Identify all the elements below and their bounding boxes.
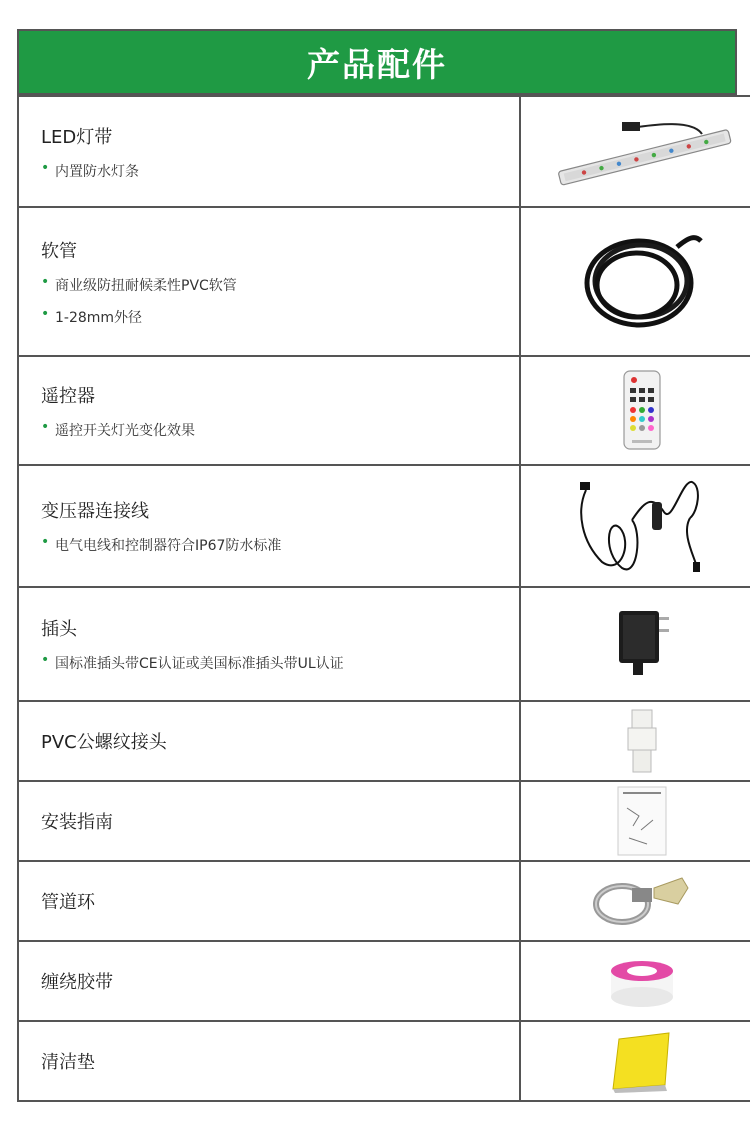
item-image-cell (520, 861, 750, 941)
header-bar (17, 29, 737, 95)
table-row (18, 861, 750, 941)
accessories-table (17, 95, 750, 1102)
item-info (18, 1021, 520, 1101)
remote-icon (622, 370, 662, 452)
item-title: 变压器连接线 (41, 501, 149, 522)
table-row (18, 96, 750, 207)
item-info (18, 941, 520, 1021)
hose-icon (577, 227, 707, 337)
page-title: 产品配件 (307, 44, 447, 84)
bullet-item: • 国标准插头带CE认证或美国标准插头带UL认证 (41, 653, 519, 673)
item-image-cell (520, 941, 750, 1021)
item-info (18, 207, 520, 356)
table-row (18, 701, 750, 781)
item-title: 遥控器 (41, 385, 95, 407)
item-title: 软管 (41, 240, 77, 262)
item-image-cell (520, 356, 750, 465)
bullet-list (41, 275, 519, 327)
table-row (18, 587, 750, 701)
sponge-icon (607, 1029, 677, 1093)
bullet-item: • 商业级防扭耐候柔性PVC软管 (41, 275, 519, 295)
item-title: 安装指南 (41, 812, 113, 833)
item-info (18, 465, 520, 587)
cable-icon (572, 472, 712, 580)
bullet-item: • 内置防水灯条 (41, 161, 519, 181)
item-image-cell (520, 781, 750, 861)
item-title: 缠绕胶带 (41, 972, 113, 993)
item-image-cell (520, 1021, 750, 1101)
table-row (18, 465, 750, 587)
bullet-list (41, 653, 519, 673)
item-info (18, 356, 520, 465)
item-info (18, 96, 520, 207)
clamp-icon (592, 874, 692, 928)
item-image-cell (520, 701, 750, 781)
item-image-cell (520, 587, 750, 701)
manual-icon (617, 786, 667, 856)
bullet-list (41, 535, 519, 555)
item-image-cell (520, 96, 750, 207)
bullet-list (41, 161, 519, 181)
item-title: LED灯带 (41, 126, 113, 148)
tape-icon (607, 953, 677, 1009)
item-title: PVC公螺纹接头 (41, 732, 167, 753)
bullet-list (41, 420, 519, 440)
table-row (18, 941, 750, 1021)
item-info (18, 587, 520, 701)
accessories-sheet (17, 29, 737, 1102)
item-info (18, 701, 520, 781)
item-info (18, 861, 520, 941)
item-title: 管道环 (41, 892, 95, 913)
item-title: 插头 (41, 619, 77, 640)
table-row (18, 356, 750, 465)
item-image-cell (520, 207, 750, 356)
table-row (18, 1021, 750, 1101)
bullet-item: • 1-28mm外径 (41, 307, 519, 327)
bullet-item: • 遥控开关灯光变化效果 (41, 420, 519, 440)
item-title: 清洁垫 (41, 1052, 95, 1073)
plug-icon (607, 603, 677, 685)
item-info (18, 781, 520, 861)
led-strip-icon (542, 107, 742, 197)
bullet-item: • 电气电线和控制器符合IP67防水标准 (41, 535, 519, 555)
table-row (18, 207, 750, 356)
item-image-cell (520, 465, 750, 587)
connector-icon (622, 708, 662, 774)
table-row (18, 781, 750, 861)
